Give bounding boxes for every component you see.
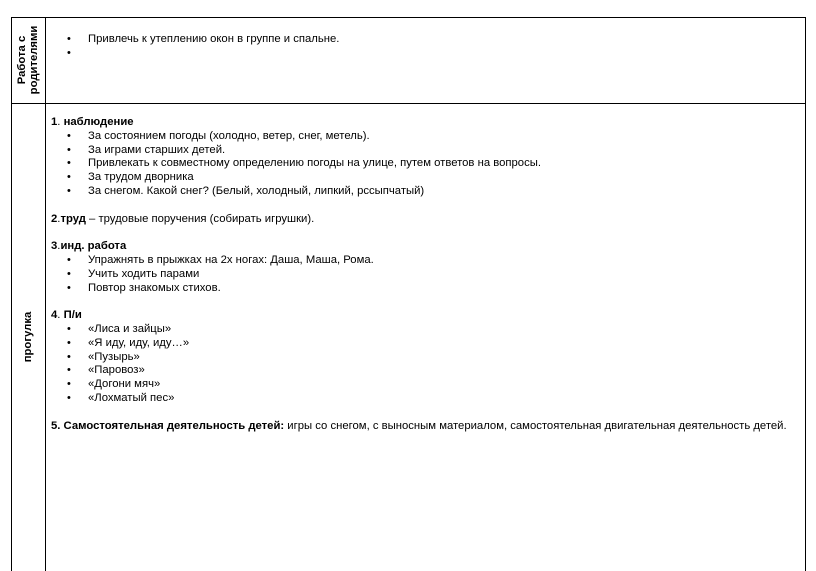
section-text: – трудовые поручения (собирать игрушки). (85, 212, 315, 225)
list-item: • «Я иду, иду, иду…» (51, 337, 803, 351)
list-item: • Привлекать к совместному определению погоды на улице, путем ответов на вопросы. (51, 157, 803, 171)
row-divider (11, 103, 806, 104)
list-item: • «Паровоз» (51, 364, 803, 378)
list-item: • Упражнять в прыжках на 2х ногах: Даша, Маша, Рома. (51, 254, 803, 268)
section-separator: . (57, 116, 61, 128)
list-item: • «Догони мяч» (51, 378, 803, 392)
list-item (51, 47, 803, 61)
walk-cell (51, 116, 803, 433)
section-text: игры со снегом, с выносным материалом, самостоятельная двигательная деятельность детей. (284, 419, 787, 432)
parents-cell (51, 33, 803, 61)
section-title: инд. работа (60, 240, 127, 253)
section-title: труд (60, 212, 86, 225)
section-independent-activity (51, 420, 803, 434)
column-divider (45, 17, 46, 571)
section-title: П/и (63, 309, 82, 322)
list-item: • Привлечь к утеплению окон в группе и спальне. (51, 33, 803, 47)
section-labor (51, 213, 803, 227)
games-list (51, 323, 803, 406)
section-separator: . (57, 212, 61, 225)
section-observation-heading (51, 116, 803, 130)
parents-list (51, 33, 803, 61)
list-item: • Повтор знакомых стихов. (51, 282, 803, 296)
list-item: • Учить ходить парами (51, 268, 803, 282)
table-left-border (11, 17, 12, 571)
section-games-heading (51, 309, 803, 323)
section-number: 1 (51, 116, 58, 128)
row-label-parents (16, 17, 40, 103)
list-item: • За трудом дворника (51, 171, 803, 185)
row-label-parents-line2: родителями (28, 25, 40, 95)
section-title: 5. Самостоятельная деятельность детей: (51, 419, 285, 432)
section-number: 2 (51, 212, 58, 225)
individual-work-list (51, 254, 803, 295)
section-separator: . (57, 309, 64, 322)
list-item: • За играми старших детей. (51, 144, 803, 158)
list-item: • За состоянием погоды (холодно, ветер, снег, метель). (51, 130, 803, 144)
observation-list (51, 130, 803, 199)
section-individual-work-heading (51, 240, 803, 254)
section-number: 4 (51, 309, 58, 322)
table-top-border (11, 17, 806, 18)
list-item: • За снегом. Какой снег? (Белый, холодный, липкий, рссыпчатый) (51, 185, 803, 199)
section-title: наблюдение (60, 116, 134, 128)
list-item: • «Пузырь» (51, 351, 803, 365)
list-item: • «Лиса и зайцы» (51, 323, 803, 337)
row-label-parents-line1: Работа с (16, 35, 28, 85)
section-number: 3 (51, 240, 58, 253)
table-right-border (805, 17, 806, 571)
list-item: • «Лохматый пес» (51, 392, 803, 406)
section-separator: . (57, 240, 61, 253)
row-label-walk: прогулка (22, 311, 34, 363)
